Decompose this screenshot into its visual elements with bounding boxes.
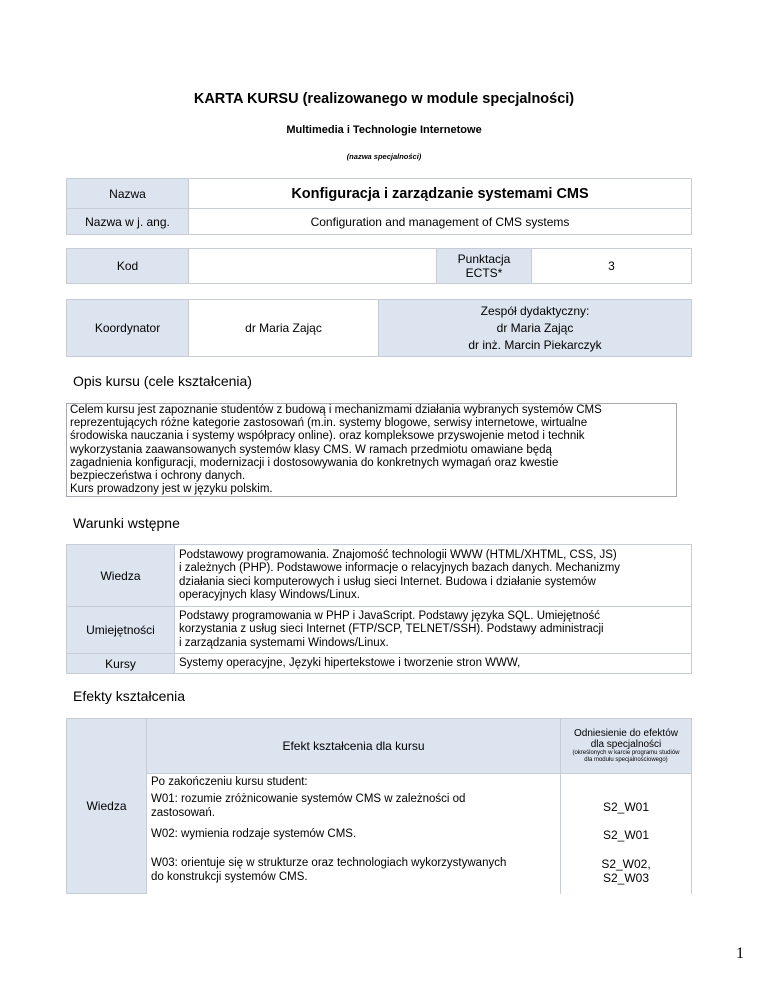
page-number: 1: [736, 945, 744, 962]
outcomes-ref-title-2: dla specjalności: [590, 739, 662, 750]
outcomes-intro: Po zakończeniu kursu student:: [147, 774, 561, 792]
prerequisite-knowledge: [175, 545, 692, 607]
description-line: Kurs prowadzony jest w języku polskim.: [70, 483, 273, 496]
prerequisite-line: i zarządzania systemami Windows/Linux.: [179, 636, 389, 649]
prerequisite-line: operacyjnych klasy Windows/Linux.: [179, 589, 360, 601]
outcomes-ref-note-2: dla modułu specjalnościowego): [584, 757, 668, 763]
name-label: Nazwa: [67, 179, 189, 209]
description-heading: Opis kursu (cele kształcenia): [73, 373, 252, 389]
outcome-item: [147, 848, 561, 894]
teaching-team-label: Zespół dydaktyczny:: [480, 303, 590, 318]
outcome-ref-line: S2_W03: [602, 870, 650, 885]
outcome-line: W03: orientuje się w strukturze oraz technologiach wykorzystywanych: [151, 857, 507, 869]
code-table: [66, 248, 692, 284]
outcome-item: W02: wymienia rodzaje systemów CMS.: [147, 822, 561, 848]
prerequisite-skills: [175, 607, 692, 654]
name-table: [66, 178, 692, 235]
outcomes-heading: Efekty kształcenia: [73, 688, 186, 704]
ects-value: 3: [532, 249, 692, 284]
description-line: środowiska nauczania i systemy współpracy online). oraz kompleksowe przyswojenie metod i technik: [70, 430, 585, 443]
description-line: reprezentujących różne kategorie zastosowań (m.in. systemy blogowe, serwisy internetowe, wirtualne: [70, 417, 588, 430]
description-line: Celem kursu jest zapoznanie studentów z budową i mechanizmami działania wybranych systemów CMS: [70, 404, 602, 416]
team-member: dr Maria Zając: [496, 320, 574, 335]
outcome-ref: S2_W01: [561, 792, 692, 822]
outcome-line: zastosowań.: [151, 806, 215, 819]
outcome-ref: S2_W01: [561, 822, 692, 848]
prerequisite-line: korzystania z usług sieci Internet (FTP/SCP, TELNET/SSH). Podstawy administracji: [179, 623, 604, 636]
outcome-ref: [561, 848, 692, 894]
course-name: Konfiguracja i zarządzanie systemami CMS: [189, 179, 692, 209]
prerequisite-courses: [175, 654, 692, 674]
outcome-ref-line: S2_W02,: [601, 856, 651, 871]
outcomes-wiedza-label: Wiedza: [86, 799, 127, 813]
prerequisite-line: działania sieci komputerowych i usług sieci Internet. Budowa i działanie systemów: [179, 575, 596, 588]
outcomes-ref-note: (określonych w karcie programu studiów: [572, 750, 680, 756]
prerequisite-label-knowledge: Wiedza: [67, 545, 175, 607]
code-value: [189, 249, 437, 284]
coordinator-value: dr Maria Zając: [189, 300, 379, 357]
outcomes-ref-title: Odniesienie do efektów: [574, 728, 678, 739]
description-box: [66, 403, 677, 497]
description-line: zagadnienia konfiguracji, modernizacji i dostosowywania do konkretnych wymagań oraz kwestie: [70, 456, 559, 469]
document-title: KARTA KURSU (realizowanego w module specjalności): [193, 91, 575, 107]
description-line: wykorzystania zaawansowanych systemów klasy CMS. W ramach przedmiotu omawiane będą: [70, 443, 552, 456]
outcome-item: [147, 792, 561, 822]
specialty-note: (nazwa specjalności): [346, 152, 422, 161]
prerequisite-line: Systemy operacyjne, Języki hipertekstowe i tworzenie stron WWW,: [179, 656, 521, 669]
coordinator-label: Koordynator: [67, 300, 189, 357]
prerequisite-label-skills: Umiejętności: [67, 607, 175, 654]
team-member: dr inż. Marcin Piekarczyk: [468, 337, 602, 352]
outcomes-intro-ref: [561, 774, 692, 792]
coordinator-table: [66, 299, 692, 357]
prerequisite-label-courses: Kursy: [67, 654, 175, 674]
outcomes-table: [66, 718, 692, 894]
prerequisite-line: Podstawy programowania w PHP i JavaScript. Podstawy języka SQL. Umiejętność: [179, 609, 600, 622]
prerequisites-table: [66, 544, 692, 674]
outcomes-col-effect: Efekt kształcenia dla kursu: [147, 719, 561, 774]
english-name-label: Nazwa w j. ang.: [67, 209, 189, 235]
code-label: Kod: [67, 249, 189, 284]
ects-label: Punktacja ECTS*: [437, 249, 532, 284]
outcome-line: do konstrukcji systemów CMS.: [151, 870, 308, 883]
description-line: bezpieczeństwa i ochrony danych.: [70, 470, 246, 483]
prerequisite-line: i zależnych (PHP). Podstawowe informacje o relacyjnych bazach danych. Mechanizmy: [179, 562, 621, 574]
specialty-name: Multimedia i Technologie Internetowe: [286, 124, 482, 136]
teaching-team: [379, 300, 692, 357]
outcomes-row-label: [67, 719, 147, 894]
prerequisite-line: Podstawowy programowania. Znajomość technologii WWW (HTML/XHTML, CSS, JS): [179, 548, 617, 561]
outcomes-col-ref: [561, 719, 692, 774]
outcome-line: W01: rozumie zróżnicowanie systemów CMS w zależności od: [151, 793, 466, 805]
prerequisites-heading: Warunki wstępne: [73, 515, 180, 531]
course-name-english: Configuration and management of CMS systems: [189, 209, 692, 235]
